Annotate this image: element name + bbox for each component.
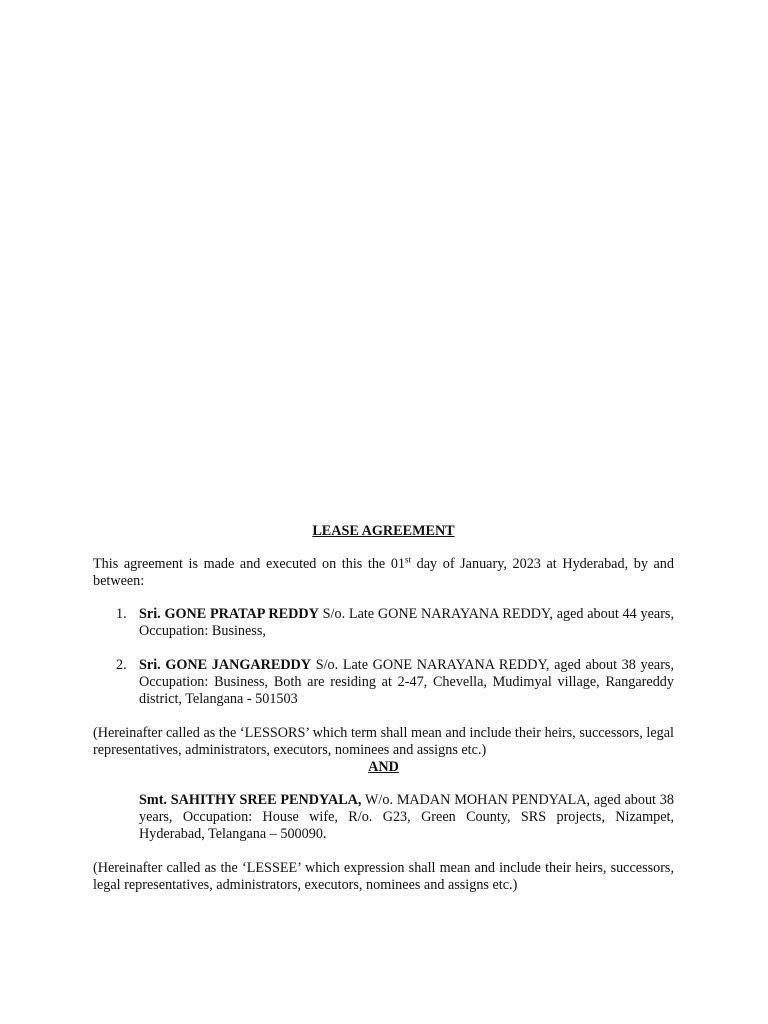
intro-paragraph xyxy=(93,556,674,590)
document-title: LEASE AGREEMENT xyxy=(312,523,455,539)
and-heading: AND xyxy=(368,759,399,775)
list-item-number: 1. xyxy=(116,606,127,622)
list-item-number: 2. xyxy=(116,657,127,673)
lessee-clause: (Hereinafter called as the ‘LESSEE’ which expression shall mean and include their heirs, successors, legal representatives, administrators, executors, nominees and assigns etc.) xyxy=(93,860,674,893)
intro-superscript: st xyxy=(405,554,412,565)
lessors-clause: (Hereinafter called as the ‘LESSORS’ which term shall mean and include their heirs, successors, legal representatives, administrators, executors, nominees and assigns etc.) xyxy=(93,725,674,758)
lessee-name: Smt. SAHITHY SREE PENDYALA, xyxy=(139,792,362,808)
lessor-name: Sri. GONE PRATAP REDDY xyxy=(139,606,319,622)
lessor-details: S/o. Late GONE NARAYANA REDDY, aged about 44 years, Occupation: Business, xyxy=(139,606,675,639)
list-item xyxy=(93,606,674,640)
document-body xyxy=(93,523,674,894)
intro-text-part2: day of January, 2023 at Hyderabad, by and between: xyxy=(93,556,674,589)
lessors-list xyxy=(93,606,674,708)
lessee-details: W/o. MADAN MOHAN PENDYALA, aged about 38 years, Occupation: House wife, R/o. G23, Green County, SRS projects, Nizampet, Hyderabad, Telangana – 500090. xyxy=(139,792,674,842)
intro-text-part1: This agreement is made and executed on this the 01 xyxy=(93,556,406,572)
lessor-name: Sri. GONE JANGAREDDY xyxy=(139,657,312,673)
lessor-details: S/o. Late GONE NARAYANA REDDY, aged about 38 years, Occupation: Business, Both are residing at 2-47, Chevella, Mudimyal village, Rangareddy district, Telangana - 501503 xyxy=(139,657,674,707)
list-item xyxy=(93,657,674,708)
lessee-block xyxy=(93,792,674,843)
